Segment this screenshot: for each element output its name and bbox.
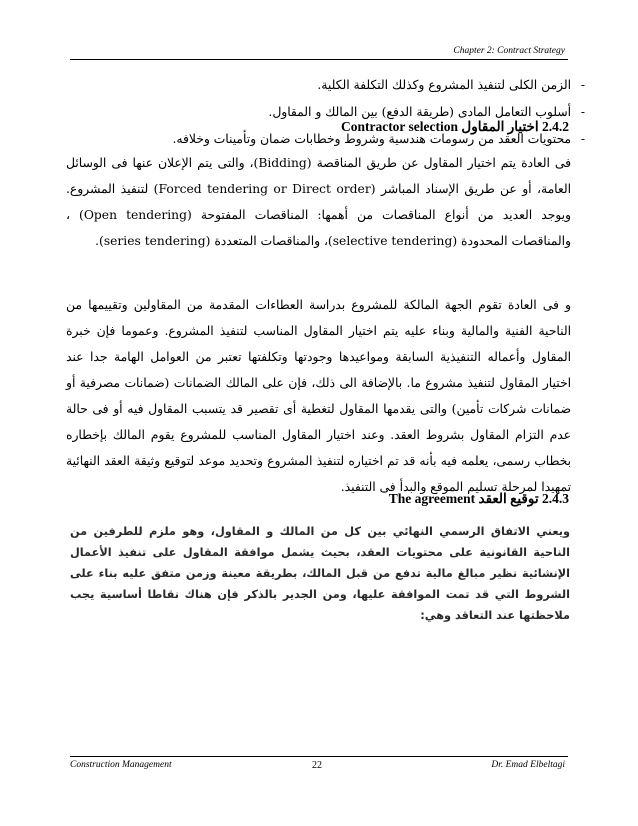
- section-title-arabic: اختيار المقاول: [461, 119, 539, 134]
- footer-course-title: Construction Management: [70, 760, 172, 770]
- bullet-item: - الزمن الكلى لتنفيذ المشروع وكذلك التكلفة الكلية.: [66, 72, 571, 99]
- section-title-english: Contractor selection: [340, 119, 459, 134]
- scanned-text-image: ويعني الاتفاق الرسمي النهائي بين كل من المالك و المقاول، وهو ملزم للطرفين من الناحية القانونية على محتويات العقد، بحيث يشمل موافقة المقاول على تنفيذ الأعمال الإنشائية نظير مبالغ مالية تدفع من قبل المالك، بطريقة معينة وزمن متفق عليه بناء على الشروط التي قد تمت الموافقة عليها، ومن الجدير بالذكر فإن هناك نقاطا أساسية يجب ملاحظتها عند التعاقد وهي:: [70, 525, 570, 622]
- section-number: 2.4.2: [542, 119, 569, 134]
- section-title-english: The agreement: [388, 491, 476, 506]
- paragraph-bid-evaluation: و فى العادة تقوم الجهة المالكة للمشروع بدراسة العطاءات المقدمة من المقاولين وتقييمها من الناحية الفنية والمالية وبناء عليه يتم اختيار المقاول المناسب لتنفيذ المشروع. وعموما فإن خبرة المقاول وأعماله التنفيذية السابقة ومواعيدها وجودتها وتكلفتها تعتبر من العوامل الهامة جدا عند اختيار المقاول لتنفيذ مشروع ما. بالإضافة الى ذلك، فإن على المالك الضمانات (ضمانات مصرفية أو ضمانات شركات تأمين) والتى يقدمها المقاول لتغطية أى تقصير قد يتسبب المقاول فيه أو فى حالة عدم التزام المقاول بشروط العقد. وعند اختيار المقاول المناسب للمشروع يقوم المالك بإخطاره بخطاب رسمى، يعلمه فيه بأنه قد تم اختياره لتنفيذ المشروع وتحديد موعد لتوقيع وثيقة العقد النهائية تمهيدا لمرحلة تسليم الموقع والبدأ فى التنفيذ.: [66, 298, 571, 494]
- bullet-list: [66, 72, 638, 153]
- paragraph-tendering: فى العادة يتم اختيار المقاول عن طريق المناقصة (Bidding)، والتى يتم الإعلان عنها فى الوسائل العامة، أو عن طريق الإسناد المباشر (Forced tendering or Direct order) لتنفيذ المشروع. ويوجد العديد من أنواع المناقصات من أهمها: المناقصات المفتوحة (Open tendering) ، والمناقصات المحدودة (selective tendering)، والمناقصات المتعددة (series tendering).: [66, 156, 572, 248]
- footer-author: Dr. Emad Elbeltagi: [491, 760, 565, 770]
- section-heading-contractor-selection: [341, 119, 569, 135]
- section-heading-agreement: [389, 491, 569, 507]
- running-header: Chapter 2: Contract Strategy: [453, 46, 565, 56]
- page-number: 22: [312, 760, 322, 771]
- bullet-item: - محتويات العقد من رسومات هندسية وشروط وخطابات ضمان وتأمينات وخلافه.: [66, 126, 571, 153]
- section-title-arabic: توقيع العقد: [478, 491, 539, 506]
- bullet-item: - أسلوب التعامل المادى (طريقة الدفع) بين المالك و المقاول.: [66, 99, 571, 126]
- header-rule: [70, 59, 568, 60]
- section-number: 2.4.3: [542, 491, 569, 506]
- footer-rule: [70, 756, 568, 757]
